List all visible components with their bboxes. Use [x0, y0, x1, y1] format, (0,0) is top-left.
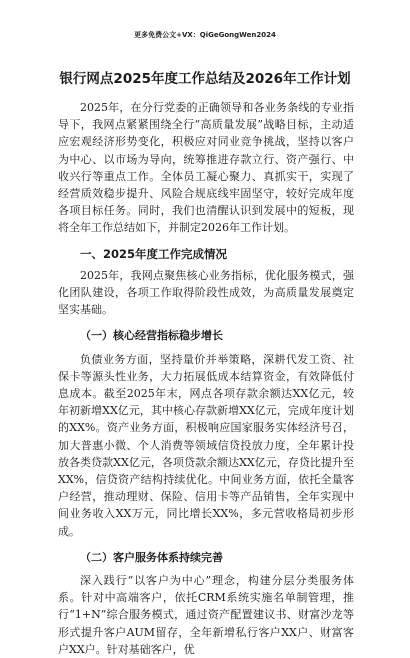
subsection-2-heading: （二）客户服务体系持续完善: [80, 550, 223, 564]
intro-paragraph: 2025年，在分行党委的正确领导和各业务条线的专业指导下，我网点紧紧围绕全行“高质量发展”战略目标，主动适应宏观经济形势变化，积极应对同业竞争挑战，坚持以客户为中心、以市场为导向，统筹推进存款立行、资产强行、中收兴行等重点工作。全体员工凝心聚力、真抓实干，实现了经营质效稳步提升、风险合规底线牢固坚守，较好完成年度各项目标任务。同时，我们也清醒认识到发展中的短板，现将全年工作总结如下，并制定2026年工作计划。: [58, 101, 354, 235]
header-banner: 更多免费公文+VX：QiGeGongWen2024: [134, 31, 276, 39]
document-body: [58, 99, 354, 658]
subsection-1-heading: （一）核心经营指标稳步增长: [80, 329, 223, 343]
subsection-1-body: 负债业务方面，坚持量价并举策略，深耕代发工资、社保卡等源头性业务，大力拓展低成本结算资金，有效降低付息成本。截至2025年末，网点各项存款余额达XX亿元，较年初新增XX亿元，其中核心存款新增XX亿元，完成年度计划的XX%。资产业务方面，积极响应国家服务实体经济号召，加大普惠小微、个人消费等领域信贷投放力度，全年累计投放各类贷款XX亿元，各项贷款余额达XX亿元，存贷比提升至XX%，信贷资产结构持续优化。中间业务方面，依托全量客户经营，推动理财、保险、信用卡等产品销售，全年实现中间业务收入XX万元，同比增长XX%，多元营收格局初步形成。: [58, 352, 354, 538]
subsection-2-body: 深入践行“以客户为中心”理念，构建分层分类服务体系。针对中高端客户，依托CRM系统实施名单制管理，推行“1+N”综合服务模式，通过资产配置建议书、财富沙龙等形式提升客户AUM留存，全年新增私行客户XX户、财富客户XX户。针对基础客户，优: [58, 574, 354, 656]
document-title: 银行网点2025年度工作总结及2026年工作计划: [59, 71, 351, 87]
section-1-intro: 2025年，我网点聚焦核心业务指标，优化服务模式，强化团队建设，各项工作取得阶段性成效，为高质量发展奠定坚实基础。: [58, 268, 354, 317]
section-1-heading: 一、2025年度工作完成情况: [80, 246, 228, 261]
